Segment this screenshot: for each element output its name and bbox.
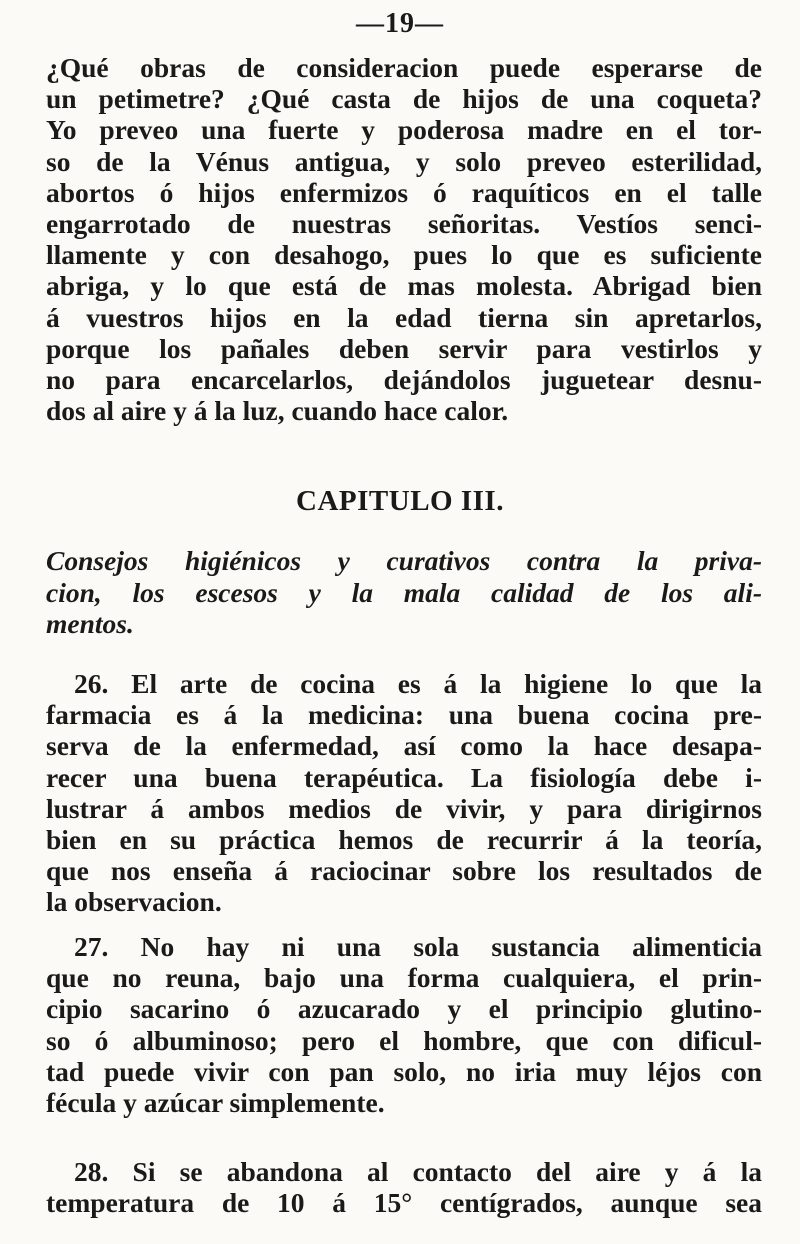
text-line: que no reuna, bajo una forma cualquiera, el prin- (46, 962, 762, 994)
text-line: ¿Qué obras de consideracion puede esperarse de (46, 52, 762, 83)
text-line: 26. El arte de cocina es á la higiene lo que la (74, 668, 762, 699)
text-line: á vuestros hijos en la edad tierna sin apretarlos, (46, 301, 762, 333)
subtitle-line: cion, los escesos y la mala calidad de los ali- (46, 576, 762, 608)
page-number: —19— (356, 8, 444, 39)
text-line: abortos ó hijos enfermizos ó raquíticos en el talle (46, 176, 762, 208)
text-line: fécula y azúcar simplemente. (46, 1087, 385, 1119)
text-line: abriga, y lo que está de mas molesta. Abrigad bien (46, 270, 762, 302)
intro-paragraph (46, 52, 762, 426)
text-line: so ó albuminoso; pero el hombre, que con dificul- (46, 1024, 762, 1056)
text-line: Yo preveo una fuerte y poderosa madre en el tor- (46, 114, 762, 146)
text-line: 28. Si se abandona al contacto del aire y á la (74, 1156, 762, 1187)
text-line: tad puede vivir con pan solo, no iria muy léjos con (46, 1055, 762, 1087)
chapter-subtitle (46, 545, 762, 640)
text-line: farmacia es á la medicina: una buena cocina pre- (46, 699, 762, 731)
text-line: dos al aire y á la luz, cuando hace calor. (46, 395, 509, 427)
text-line: serva de la enfermedad, así como la hace desapa- (46, 730, 762, 762)
paragraph-27 (46, 931, 762, 1118)
text-line: so de la Vénus antigua, y solo preveo esterilidad, (46, 145, 762, 177)
text-line: engarrotado de nuestras señoritas. Vestíos senci- (46, 208, 762, 240)
text-line: que nos enseña á raciocinar sobre los resultados de (46, 855, 762, 887)
chapter-title: CAPITULO III. (296, 485, 504, 517)
subtitle-line: mentos. (46, 608, 134, 639)
text-line: 27. No hay ni una sola sustancia alimenticia (74, 931, 762, 962)
text-line: bien en su práctica hemos de recurrir á la teoría, (46, 824, 762, 856)
text-line: recer una buena terapéutica. La fisiología debe i- (46, 761, 762, 793)
text-line: la observacion. (46, 886, 222, 918)
paragraph-26 (46, 668, 762, 918)
text-line: temperatura de 10 á 15° centígrados, aunque sea (46, 1187, 762, 1219)
text-line: lustrar á ambos medios de vivir, y para dirigirnos (46, 792, 762, 824)
text-line: llamente y con desahogo, pues lo que es suficiente (46, 239, 762, 271)
text-line: un petimetre? ¿Qué casta de hijos de una coqueta? (46, 83, 762, 115)
text-line: no para encarcelarlos, dejándolos juguetear desnu- (46, 364, 762, 396)
text-line: cipio sacarino ó azucarado y el principio glutino- (46, 993, 762, 1025)
text-line: porque los pañales deben servir para vestirlos y (46, 332, 762, 364)
paragraph-28 (46, 1156, 762, 1218)
subtitle-line: Consejos higiénicos y curativos contra la priva- (46, 545, 762, 576)
